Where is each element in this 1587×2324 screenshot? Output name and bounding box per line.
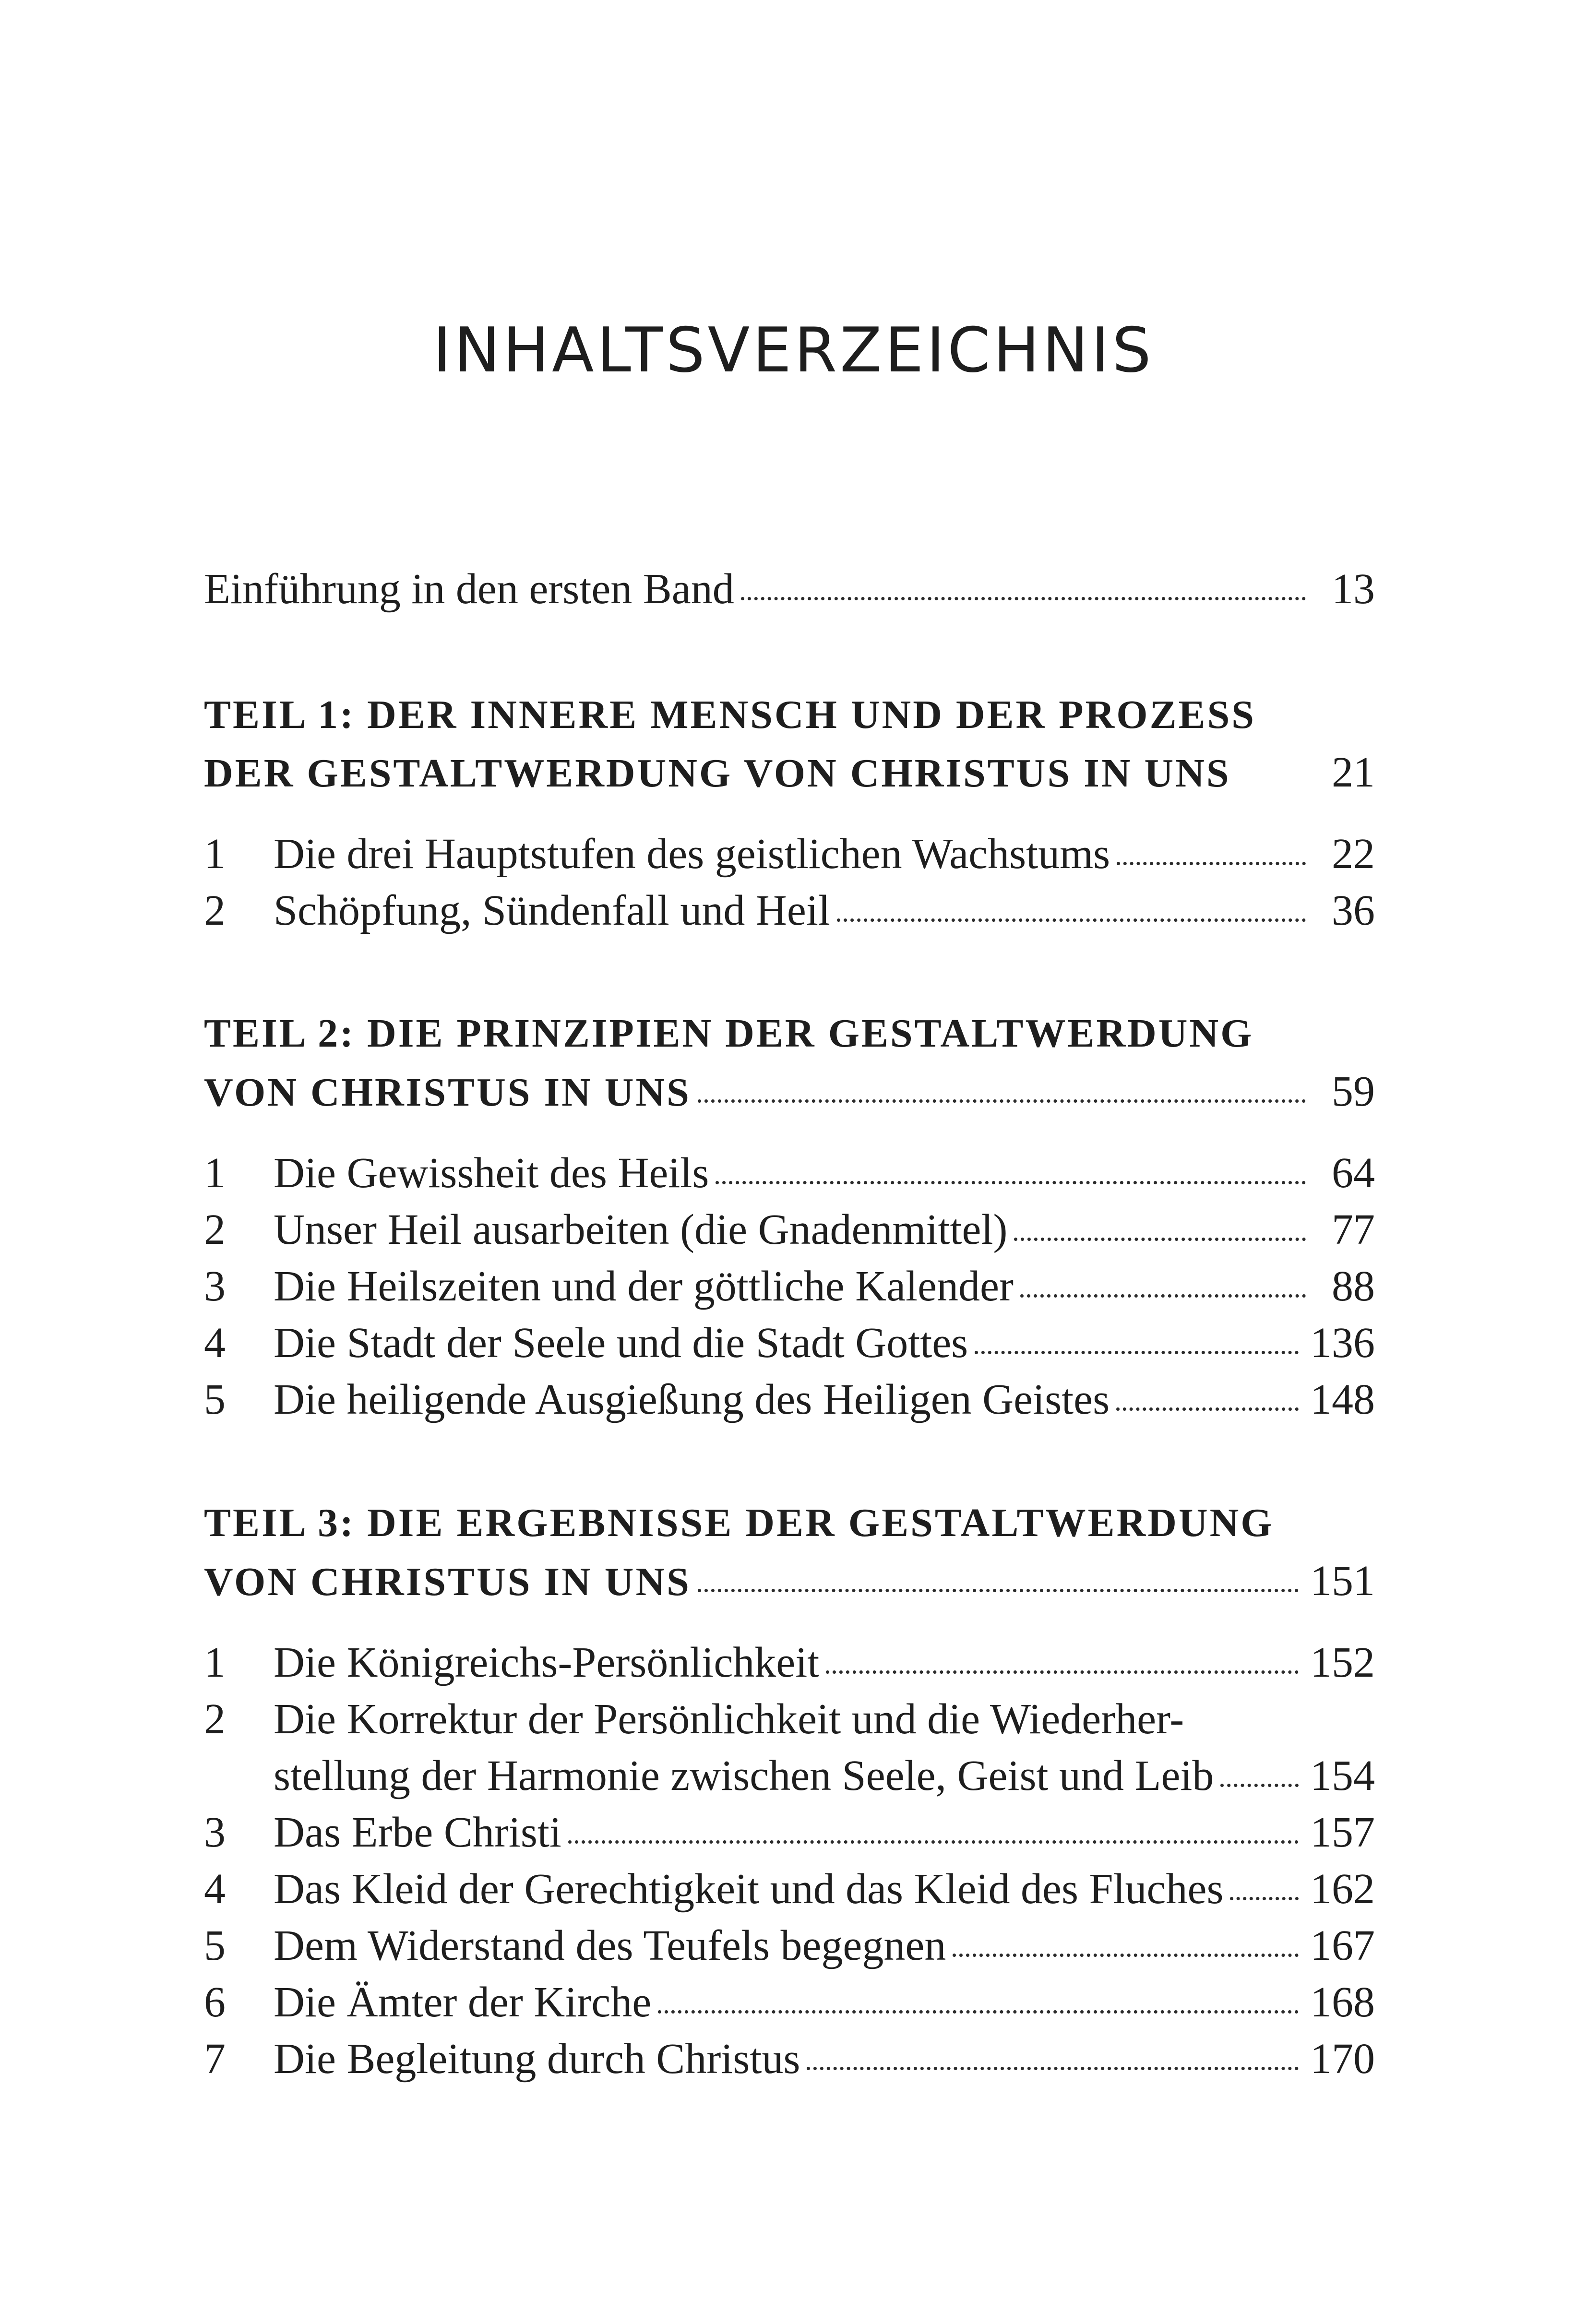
chapter-number: 5 [204, 1922, 226, 1969]
toc-entry[interactable] [204, 1978, 1375, 2026]
entry-label: Die Königreichs-Persönlichkeit [274, 1639, 820, 1686]
toc-entry[interactable] [204, 1149, 1375, 1197]
dot-leader [568, 1840, 1299, 1844]
chapter-number: 2 [204, 1206, 226, 1253]
chapter-number: 1 [204, 1639, 226, 1686]
part-heading-3[interactable] [204, 1503, 1375, 1543]
part-title-line2: DER GESTALTWERDUNG VON CHRISTUS IN UNS [204, 751, 1231, 796]
part-page: 59 [1332, 1068, 1375, 1115]
dot-leader [953, 1954, 1299, 1957]
toc-entry[interactable] [204, 1641, 1375, 1684]
toc-entry[interactable] [204, 2035, 1375, 2083]
dot-leader [975, 1351, 1299, 1354]
entry-label: Das Kleid der Gerechtigkeit und das Kleid des Fluches [274, 1865, 1224, 1913]
dot-leader [698, 1589, 1299, 1592]
entry-page: 13 [1332, 565, 1375, 613]
dot-leader [826, 1670, 1299, 1674]
part-title-line1: TEIL 1: DER INNERE MENSCH UND DER PROZESS [204, 692, 1256, 737]
dot-leader [716, 1181, 1306, 1184]
chapter-number: 2 [204, 887, 226, 934]
chapter-number: 2 [204, 1695, 226, 1743]
toc-entry[interactable] [204, 889, 1375, 932]
entry-page: 154 [1310, 1752, 1375, 1800]
part-heading-1[interactable] [204, 692, 1375, 737]
toc-entry[interactable] [204, 830, 1375, 878]
entry-page: 36 [1332, 887, 1375, 934]
entry-label: Die heiligende Ausgießung des Heiligen Geistes [274, 1376, 1110, 1423]
page-title: INHALTSVERZEICHNIS [433, 314, 1154, 386]
chapter-number: 1 [204, 830, 226, 878]
dot-leader [1014, 1238, 1306, 1241]
part-heading-2-line2[interactable] [204, 1070, 1375, 1113]
chapter-number: 5 [204, 1376, 226, 1423]
dot-leader [1117, 862, 1306, 865]
toc-entry-intro[interactable] [204, 565, 1375, 613]
part-page: 151 [1310, 1557, 1375, 1605]
entry-label: Schöpfung, Sündenfall und Heil [274, 887, 830, 934]
entry-label: Die Ämter der Kirche [274, 1978, 652, 2026]
entry-page: 77 [1332, 1206, 1375, 1253]
part-heading-3-line2[interactable] [204, 1557, 1375, 1605]
entry-label: Einführung in den ersten Band [204, 565, 734, 613]
toc-entry[interactable] [204, 1319, 1375, 1367]
entry-label-continued: stellung der Harmonie zwischen Seele, Geist und Leib [274, 1752, 1214, 1800]
entry-page: 64 [1332, 1149, 1375, 1197]
toc-entry[interactable] [204, 1695, 1375, 1743]
entry-label: Dem Widerstand des Teufels begegnen [274, 1922, 946, 1969]
part-heading-1-line2[interactable] [204, 751, 1375, 794]
chapter-number: 4 [204, 1865, 226, 1913]
part-title-line1: TEIL 2: DIE PRINZIPIEN DER GESTALTWERDUNG [204, 1011, 1254, 1056]
toc-entry[interactable] [204, 1208, 1375, 1251]
part-title-line2: VON CHRISTUS IN UNS [204, 1560, 691, 1604]
entry-page: 88 [1332, 1263, 1375, 1310]
chapter-number: 3 [204, 1263, 226, 1310]
part-title-line2: VON CHRISTUS IN UNS [204, 1070, 691, 1115]
dot-leader [807, 2067, 1299, 2070]
entry-label: Die Stadt der Seele und die Stadt Gottes [274, 1319, 968, 1367]
entry-page: 168 [1310, 1978, 1375, 2026]
entry-label: Die Heilszeiten und der göttliche Kalender [274, 1263, 1014, 1310]
chapter-number: 7 [204, 2035, 226, 2083]
entry-label: Die Korrektur der Persönlichkeit und die Wiederher- [274, 1695, 1184, 1743]
entry-page: 22 [1332, 830, 1375, 878]
chapter-number: 1 [204, 1149, 226, 1197]
entry-page: 157 [1310, 1809, 1375, 1856]
chapter-number: 6 [204, 1978, 226, 2026]
dot-leader [1020, 1294, 1306, 1298]
toc-entry[interactable] [204, 1865, 1375, 1913]
dot-leader [741, 597, 1306, 600]
entry-page: 162 [1310, 1865, 1375, 1913]
toc-entry[interactable] [204, 1378, 1375, 1421]
entry-page: 148 [1310, 1376, 1375, 1423]
dot-leader [658, 2010, 1299, 2014]
toc-entry-continuation[interactable] [204, 1754, 1375, 1798]
part-heading-2[interactable] [204, 1013, 1375, 1054]
entry-label: Die Gewissheit des Heils [274, 1149, 709, 1197]
entry-label: Unser Heil ausarbeiten (die Gnadenmittel) [274, 1206, 1008, 1253]
dot-leader [1220, 1784, 1299, 1787]
part-title-line1: TEIL 3: DIE ERGEBNISSE DER GESTALTWERDUNG [204, 1501, 1274, 1545]
entry-label: Das Erbe Christi [274, 1809, 561, 1856]
entry-label: Die drei Hauptstufen des geistlichen Wachstums [274, 830, 1110, 878]
entry-page: 152 [1310, 1639, 1375, 1686]
chapter-number: 3 [204, 1809, 226, 1856]
entry-label: Die Begleitung durch Christus [274, 2035, 800, 2083]
dot-leader [1116, 1407, 1299, 1411]
dot-leader [1230, 1897, 1299, 1900]
part-page: 21 [1332, 749, 1375, 796]
entry-page: 167 [1310, 1922, 1375, 1969]
toc-entry[interactable] [204, 1811, 1375, 1854]
toc-entry[interactable] [204, 1924, 1375, 1967]
entry-page: 170 [1310, 2035, 1375, 2083]
chapter-number: 4 [204, 1319, 226, 1367]
dot-leader [837, 918, 1306, 922]
toc-entry[interactable] [204, 1265, 1375, 1308]
entry-page: 136 [1310, 1319, 1375, 1367]
dot-leader [698, 1099, 1306, 1103]
